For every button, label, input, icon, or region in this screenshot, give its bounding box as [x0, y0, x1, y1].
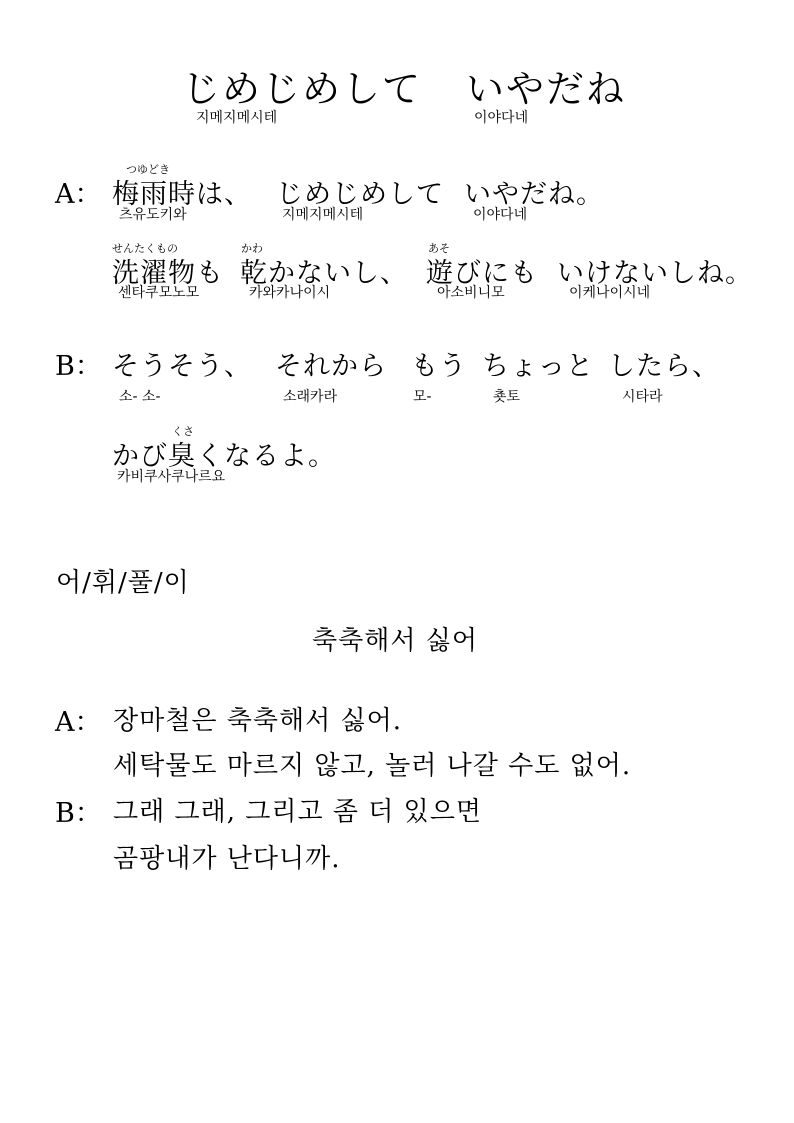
a-line1-seg3: いやだね。: [464, 179, 604, 210]
a-line2-reading-3: 아소비니모: [437, 285, 505, 301]
b-line1-seg1: そうそう、: [112, 351, 252, 382]
b-line1-seg4: ちょっと: [482, 351, 594, 382]
a-line2-seg4: いけないしね。: [557, 258, 753, 289]
translation-b-line2: 곰팡내가 난다니까.: [113, 844, 341, 874]
a-line2-reading-4: 이케나이시네: [569, 285, 651, 301]
a-line1-reading-2: 지메지메시테: [282, 207, 364, 223]
a-line1-reading-3: 이야다네: [473, 207, 528, 223]
translation-speaker-a: A：: [55, 707, 102, 738]
a-line2-reading-1: 센타쿠모노모: [118, 285, 200, 301]
a-line1-seg2: じめじめして: [276, 179, 444, 210]
title-reading-2: 이야다네: [474, 110, 529, 126]
translation-b-line1: 그래 그래, 그리고 좀 더 있으면: [113, 797, 482, 827]
translation-speaker-b: B：: [55, 798, 102, 829]
speaker-a-label: A：: [55, 179, 102, 210]
title-part1: じめじめして: [182, 67, 423, 111]
speaker-b-label: B：: [55, 351, 102, 382]
a-line1-seg1: 梅雨時は、: [112, 179, 252, 210]
furigana-tsuyudoki: つゆどき: [126, 163, 170, 176]
a-line1-reading-1: 츠유도키와: [119, 207, 187, 223]
furigana-aso: あそ: [428, 242, 450, 255]
a-line2-seg2: 乾かないし、: [240, 258, 408, 289]
furigana-kawa: かわ: [241, 242, 263, 255]
b-line2-reading-1: 카비쿠사쿠나르요: [117, 469, 226, 485]
b-line1-seg5: したら、: [608, 351, 720, 382]
vocab-heading: 어/휘/풀/이: [56, 568, 190, 598]
b-line1-reading-1: 소- 소-: [119, 389, 161, 405]
b-line2-seg1: かび臭くなるよ。: [112, 441, 336, 472]
b-line1-reading-5: 시타라: [622, 389, 663, 405]
b-line1-reading-4: 춋토: [493, 389, 521, 405]
furigana-sentakumono: せんたくもの: [112, 242, 178, 255]
a-line2-reading-2: 카와카나이시: [249, 285, 331, 301]
b-line1-reading-3: 모-: [413, 389, 432, 405]
translation-a-line2: 세탁물도 마르지 않고, 놀러 나갈 수도 없어.: [113, 751, 632, 781]
furigana-kusa: くさ: [172, 425, 194, 438]
title-part2: いやだね: [466, 67, 627, 111]
translation-a-line1: 장마철은 축축해서 싫어.: [113, 706, 402, 736]
a-line2-seg3: 遊びにも: [426, 258, 538, 289]
title-reading-1: 지메지메시테: [196, 110, 278, 126]
b-line1-reading-2: 소래카라: [283, 389, 338, 405]
title-translation: 축축해서 싫어: [312, 626, 478, 656]
b-line1-seg2: それから: [275, 351, 387, 382]
a-line2-seg1: 洗濯物も: [112, 258, 224, 289]
b-line1-seg3: もう: [411, 351, 467, 382]
